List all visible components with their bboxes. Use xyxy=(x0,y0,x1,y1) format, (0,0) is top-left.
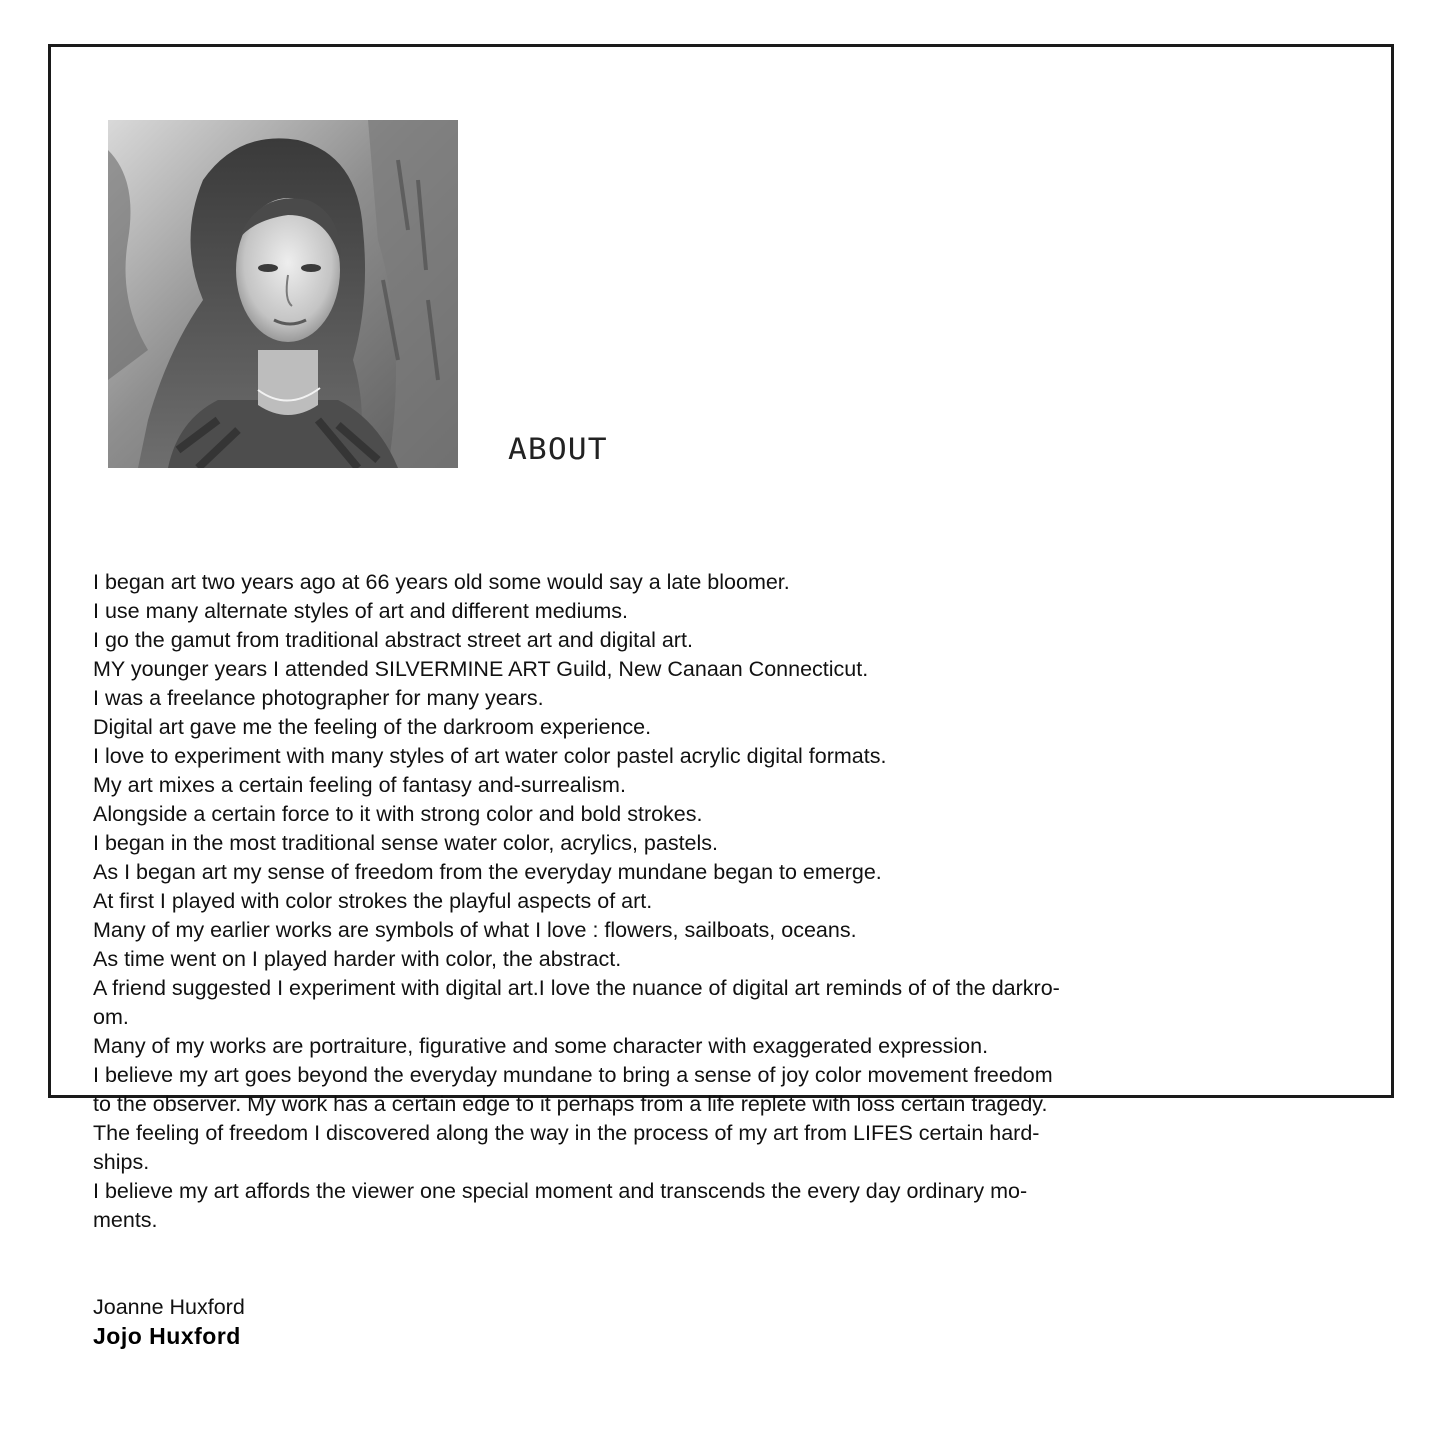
bio-line: I began art two years ago at 66 years old some would say a late bloomer. xyxy=(93,570,790,594)
bio-line: I believe my art affords the viewer one special moment and transcends the every day ordinary mo- xyxy=(93,1179,1028,1203)
bio-line: I love to experiment with many styles of art water color pastel acrylic digital formats. xyxy=(93,744,887,768)
bio-line: A friend suggested I experiment with digital art.I love the nuance of digital art reminds of of the darkro- xyxy=(93,976,1060,1000)
bio-line: om. xyxy=(93,1005,129,1029)
bio-line: Digital art gave me the feeling of the darkroom experience. xyxy=(93,715,652,739)
bio-line: I use many alternate styles of art and different mediums. xyxy=(93,599,628,623)
bio-line: Many of my works are portraiture, figurative and some character with exaggerated expression. xyxy=(93,1034,989,1058)
bio-line: ships. xyxy=(93,1150,150,1174)
bio-line: I began in the most traditional sense water color, acrylics, pastels. xyxy=(93,831,719,855)
artist-portrait-photo xyxy=(108,120,458,468)
bio-line: The feeling of freedom I discovered along the way in the process of my art from LIFES certain hard- xyxy=(93,1121,1040,1145)
bio-line: As time went on I played harder with color, the abstract. xyxy=(93,947,622,971)
bio-line: At first I played with color strokes the playful aspects of art. xyxy=(93,889,653,913)
bio-line: I go the gamut from traditional abstract street art and digital art. xyxy=(93,628,693,652)
bio-line: to the observer. My work has a certain edge to it perhaps from a life replete with loss certain tragedy. xyxy=(93,1092,1048,1116)
bio-line: I believe my art goes beyond the everyday mundane to bring a sense of joy color movement freedom xyxy=(93,1063,1053,1087)
bio-line: MY younger years I attended SILVERMINE ART Guild, New Canaan Connecticut. xyxy=(93,657,869,681)
signature-block xyxy=(93,1293,245,1351)
legal-name: Joanne Huxford xyxy=(93,1295,245,1319)
bio-line: My art mixes a certain feeling of fantasy and-surrealism. xyxy=(93,773,626,797)
bio-text xyxy=(93,568,1203,1235)
bio-line: I was a freelance photographer for many years. xyxy=(93,686,544,710)
bio-line: ments. xyxy=(93,1208,158,1232)
bio-line: Many of my earlier works are symbols of what I love : flowers, sailboats, oceans. xyxy=(93,918,857,942)
bio-line: Alongside a certain force to it with strong color and bold strokes. xyxy=(93,802,703,826)
about-heading: ABOUT xyxy=(508,432,608,466)
bio-line: As I began art my sense of freedom from the everyday mundane began to emerge. xyxy=(93,860,882,884)
artist-name: Jojo Huxford xyxy=(93,1323,241,1349)
